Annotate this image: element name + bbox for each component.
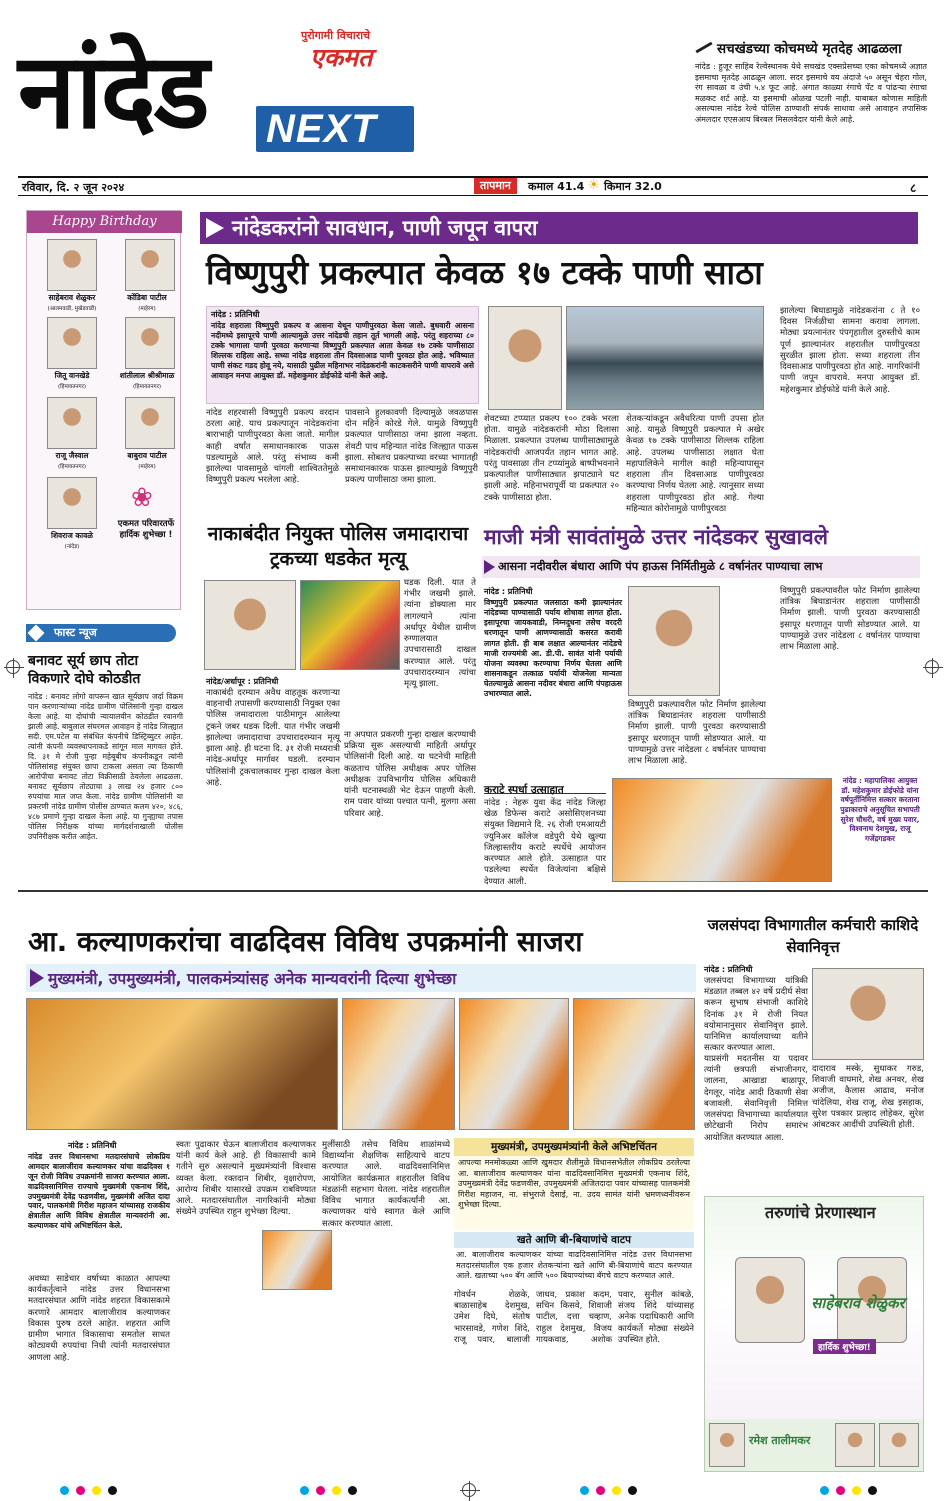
- ad-small-portrait: [835, 1423, 875, 1467]
- water-col5: झालेल्या बिघाडामुळे नांदेडकरांना ८ ते १० दिवस निर्जळीचा सामना करावा लागला. मोठ्या प्रयत्नानंतर पंपगृहातील दुरुस्तीचे काम पूर्ण झाल्यानंतर शहरातील पाणीपुरवठा सुरळीत झाला होता. सध्या शहराला तीन दिवसाआड पाणीपुरवठा होत आहे. नागरिकांनी पाणी जपून वापरावे. मनपा आयुक्त डॉ. महेशकुमार डोईफोडे यांनी केले आहे.: [780, 306, 920, 395]
- kalyankar-photo-3: [459, 998, 569, 1130]
- photo-caption: नांदेड : महापालिका आयुक्त डॉ. महेशकुमार डोईफोडे यांना वर्षपूर्तीनिमित्त सत्कार करताना पुढाकाराचे अनुसूचित सभापती सुरेश चौधरी, वर्ष मुख्य पवार, विश्वनाथ देशमुख, राजू गजेंद्रगडकर: [840, 776, 920, 843]
- sawant-text: विष्णुपुरी प्रकल्पावरील फोट निर्माण झालेल्या तांत्रिक बिघाडानंतर शहराला पाणीसाठी निर्माण झाली. पाणी पुरवठा करण्यासाठी इसापूर धरणातून पाणी सोडण्यात आले. या पाण्यामुळे उत्तर नांदेडला ८ वर्षानंतर पाण्याचा लाभ मिळाला आहे.: [628, 700, 766, 767]
- kalyankar-photo-2: [342, 998, 455, 1130]
- seeds-box: [454, 1232, 694, 1286]
- color-bar-yellow: [612, 1486, 621, 1495]
- water-lead: नांदेड शहराला विष्णुपुरी प्रकल्प व आसना येथून पाणीपुरवठा केला जातो. बुधवारी आसना नदीमध्ये इसापूरचे पाणी आल्यामुळे उत्तर नांदेडची तहान तूर्त भागली आहे. परंतु शहराच्या ८० टक्के भागाला पाणी पुरवठा करणाऱ्या विष्णुपुरी प्रकल्पात आता केवळ १७ टक्के पाणीसाठा शिल्लक राहिला आहे. सध्या नांदेड शहराला तीन दिवसाआड पाणी पुरवठा होत आहे. भविष्यात पाणी संकट गडद होवू नये, यासाठी पुढील महिनाभर नांदेडकरांनी काटकसरीने पाणी वापरावे असे आवाहन मनपा आयुक्त डॉ. महेशकुमार डोईफोडे यांनी केले आहे.: [211, 321, 474, 381]
- avatar: [125, 239, 175, 291]
- karate-photo: [612, 778, 832, 882]
- fast-news-label: फास्ट न्यूज: [54, 626, 97, 639]
- sawant-text-col: विष्णुपुरी प्रकल्पावरील फोट निर्माण झालेल्या तांत्रिक बिघाडानंतर शहराला पाणीसाठी निर्माण झाली. पाणी पुरवठा करण्यासाठी इसापूर धरणातून पाणी सोडण्यात आले. या पाण्यामुळे उत्तर नांदेडला ८ वर्षानंतर पाण्याचा लाभ मिळाला आहे.: [780, 586, 920, 653]
- next-label: NEXT: [266, 107, 377, 151]
- issue-date: रविवार, दि. २ जून २०२४: [22, 181, 125, 194]
- kalyankar-photo-4: [573, 998, 695, 1130]
- seeds-text: आ. बालाजीराव कल्याणकर यांच्या वाढदिवसानिमित्त नांदेड उत्तर विधानसभा मतदारसंघातील एक हजार शेतकऱ्यांना खते आणि बी-बियाणांचे वाटप करण्यात आले. खताच्या ५०० बॅग आणि ५०० बियाण्यांच्या बॅगचे वाटप करण्यात आले.: [456, 1250, 692, 1281]
- birthday-wish: एकमत परिवारतर्फे हार्दिक शुभेच्छा !: [117, 519, 175, 540]
- kalyankar-col3: मुलींसाठी तसेच विविध शाळांमध्ये विद्यार्थ्यांना शैक्षणिक साहित्याचे वाटप करण्यात आले. वाढदिवसानिमित्त आयोजित कार्यक्रमात शहरातील विविध मंडळांनी सहभाग घेतला. नांदेड शहरातील विविध भागात कार्यकर्त्यांनी आ. कल्याणकर यांचे स्वागत केले आणि सत्कार करण्यात आला.: [322, 1140, 450, 1229]
- birthday-box: [26, 210, 181, 610]
- kalyankar-subhead: मुख्यमंत्री, उपमुख्यमंत्री, पालकमंत्र्यांसह अनेक मान्यवरांनी दिल्या शुभेच्छा: [48, 970, 457, 988]
- fast-news-text: नांदेड : बनावट लोगो वापरून खात सूर्यछाप जर्दा विक्रम पान करणाऱ्यांच्या नांदेड ग्रामीण पोलिसांनी गुन्हा दाखल केला आहे. या दोघांची न्यायालयीन कोठडीत रवानगी झाली आहे. बाबुलाल संघरमल आवाहन हे नांदेड जिल्ह्यात सदी. एम.पटेल या संबंधित कंपनीचे डिस्ट्रिब्युटर आहेत. त्यांनी कंपनी व्यवस्थापनाकडे सांगून माल मागवत होते. दि. ३१ मे रोजी पुन्हा महेबूबीच कंपनीकडून त्यांनी पोलिसांसह संयुक्त छापा टाकला असता त्या ठिकाणी आरोपीचा बनावट तोटा विक्रीसाठी ठेवलेला आढळला. बनावट सूर्यछाप तोट्याचा ३ लाख २४ हजार ८०० रुपयांचा माल जप्त केला. नांदेड ग्रामीण पोलिसांनी या प्रकरणी नांदेड ग्रामीण पोलीस ठाण्यात कलम ४२०, ४८६, ४८७ प्रमाणे गुन्हा दाखल केला आहे. या गुन्ह्याचा तपास पोलिस निरीक्षक यांच्या मार्गदर्शनाखाली पोलीस उपनिरीक्षक करीत आहेत.: [28, 692, 183, 842]
- color-bar-cyan: [300, 1486, 309, 1495]
- color-bar-yellow: [332, 1486, 341, 1495]
- page-number: ८: [910, 181, 917, 195]
- color-bar-yellow: [852, 1486, 861, 1495]
- color-bar-magenta: [596, 1486, 605, 1495]
- kalyankar-byline: नांदेड : प्रतिनिधी: [68, 1141, 117, 1150]
- ad-small-portrait: [879, 1423, 919, 1467]
- birthday-place: (हिमायतनगर): [57, 464, 87, 470]
- ad-portrait: [735, 1257, 805, 1343]
- color-bar-cyan: [580, 1486, 589, 1495]
- police-text1: नाकाबंदी दरम्यान अवैध वाहतूक करणाऱ्या वाहनाची तपासणी करण्यासाठी नियुक्त एका पोलिस जमादाराला पाठीमागून आलेल्या ट्रकने जबर धडक दिली. यात गंभीर जखमी झालेल्या जमादाराचा उपचारादरम्यान मृत्यू झाला आहे. ही घटना दि. ३१ रोजी मध्यरात्री नांदेड-अर्धापूर मार्गावर घडली. दरम्यान पोलिसांनी ट्रकचालकावर गुन्हा दाखल केला आहे.: [206, 688, 340, 788]
- ad-footer-name: रमेश तालीमकर: [749, 1434, 811, 1447]
- sawant-lead: विष्णुपुरी प्रकल्पात जलसाठा कमी झाल्यानंतर नांदेडच्या पाण्यासाठी पर्याय शोधावा लागत होता. इसापूरचा जायकवाडी, निम्नदुधना तसेच वरदरी धरणातून पाणी आणण्यासाठी कसरत करावी लागत होती. ही बाब लक्षात आल्यानंतर नांदेडचे माजी राज्यमंत्री आ. डी.पी. सावंत यांनी पर्यायी योजना व्यवस्था करण्याचा निर्णय घेतला आणि शासनाकडून तत्काळ पर्यायी योजनेला मान्यता घेतल्यामुळे आसना नदीवर बंधारा आणि पंपहाऊस उभारण्यात आले.: [484, 598, 622, 699]
- birthday-place: (आलमवाडी, मुखेडवाडी): [47, 306, 97, 312]
- fast-news-tab: [26, 624, 176, 642]
- birthday-place: (माहेरम): [138, 464, 156, 470]
- kalyankar-headline: आ. कल्याणकरांचा वाढदिवस विविध उपक्रमांनी साजरा: [28, 925, 583, 958]
- birthday-ad: [704, 1196, 924, 1472]
- birthday-place: (नांदेड): [64, 544, 80, 550]
- water-kicker: नांदेडकरांनो सावधान, पाणी जपून वापरा: [232, 216, 538, 240]
- color-bar-magenta: [76, 1486, 85, 1495]
- color-bar-magenta: [316, 1486, 325, 1495]
- ad-title: तरुणांचे प्रेरणास्थान: [765, 1203, 876, 1222]
- karate-text: नांदेड : नेहरू युवा केंद्र नांदेड जिल्हा खेळ डिफेन्स कराटे असोसिएशनच्या संयुक्त विद्यमाने दि. २६ रोजी एमआयटी ज्युनिअर कॉलेज वडेपुरी येथे खुल्या जिल्हास्तरीय कराटे स्पर्धेचे आयोजन करण्यात आले होते. उत्साहात पार पडलेल्या स्पर्धेत विजेत्यांना बक्षिसे देण्यात आली.: [484, 798, 606, 887]
- truck-photo: [300, 580, 400, 670]
- top-brief-text: नांदेड : हुजूर साहिब रेल्वेस्थानक येथे सचखंड एक्सप्रेसच्या एका कोचमध्ये अज्ञात इसमाचा मृतदेह आढळून आला. सदर इसमाचे वय अंदाजे ५० असून चेहरा गोल, रंग सावळा व उंची ५.४ फूट आहे. अंगात काळ्या रंगाचे पँट व पांढऱ्या रंगाचा मळकट शर्ट आहे. या इसमाची ओळख पटली नाही. याबाबत कोणास माहिती असल्यास नांदेड रेल्वे पोलिस ठाण्याशी संपर्क साधावा असे आवाहन तपासिक अंमलदार एएसआय बिरबल मिसलवेदार यांनी केले आहे.: [695, 62, 927, 124]
- color-bar-cyan: [820, 1486, 829, 1495]
- color-bar-black: [628, 1486, 637, 1495]
- water-kicker-bar: [200, 212, 918, 244]
- retire-text2: याप्रसंगी मदतनीस या पदावर त्यांनी छत्रपती संभाजीनगर, जालना, आखाडा बाळापूर, देगलूर, नांदेड आदी ठिकाणी सेवा बजावली. सेवानिवृत्ती निमित्त जलसंपदा विभागाच्या कार्यालयात छोटेखानी निरोप समारंभ आयोजित करण्यात आला.: [704, 1054, 808, 1143]
- birthday-name: साहेबराव शेळुकर: [48, 293, 96, 302]
- play-icon: [30, 969, 44, 987]
- registration-mark: [462, 1483, 476, 1497]
- police-text3: ना अपघात प्रकरणी गुन्हा दाखल करण्याची प्रक्रिया सुरू असल्याची माहिती अर्धापूर पोलिसांनी दिली आहे. या घटनेची माहिती कळताच पोलिस अधीक्षक अपर पोलिस अधीक्षक उपविभागीय पोलिस अधिकारी यांनी घटनास्थळी भेट देऊन पाहणी केली. राम पवार यांच्या पश्चात पत्नी, मुलगा असा परिवार आहे.: [344, 730, 476, 819]
- birthday-place: (हिमायतनगर): [132, 384, 162, 390]
- color-bar-magenta: [836, 1486, 845, 1495]
- retire-text1: जलसंपदा विभागाच्या यांत्रिकी मंडळात तब्बल ४२ वर्षे प्रदीर्घ सेवा करून सुभाष संभाजी काशिदे दिनांक ३१ मे रोजी नियत वयोमानानुसार सेवानिवृत्त झाले. यानिमित्त कार्यालयाच्या वतीने सत्कार करण्यात आला.: [704, 976, 808, 1054]
- karate-headline: कराटे स्पर्धा उत्साहात: [484, 784, 564, 796]
- avatar: [125, 317, 175, 369]
- birthday-name: शांतीलाल श्रीश्रीमाळ: [119, 371, 175, 380]
- pen-icon: [695, 42, 712, 54]
- ad-footer-bar: [705, 1419, 923, 1471]
- next-logo: [256, 106, 414, 152]
- fast-news-headline: बनावट सूर्य छाप तोटा विकणारे दोघे कोठडीत: [28, 653, 141, 687]
- birthday-place: (माहेरम): [138, 306, 156, 312]
- avatar: [47, 397, 97, 449]
- avatar: [47, 239, 97, 291]
- color-bar-black: [108, 1486, 117, 1495]
- sawant-byline: नांदेड : प्रतिनिधी: [484, 587, 533, 596]
- sawant-photo: [628, 586, 720, 696]
- ad-small-portrait: [709, 1423, 745, 1467]
- karate-headline-bar: [484, 778, 606, 794]
- kalyankar-lead: नांदेड उत्तर विधानसभा मतदारसंघाचे लोकप्रिय आमदार बालाजीराव कल्याणकर यांचा वाढदिवस १ जून रोजी विविध उपक्रमांनी साजरा करण्यात आला. वाढदिवसानिमित्त राज्याचे मुख्यमंत्री एकनाथ शिंदे, उपमुख्यमंत्री देवेंद्र फडणवीस, मुख्यमंत्री अजित दादा पवार, पालकमंत्री गिरीश महाजन यांच्यासह राजकीय क्षेत्रातील आणि विविध क्षेत्रातील मान्यवरांनी आ. कल्याणकर यांचे अभिष्टचिंतन केले.: [28, 1152, 170, 1231]
- sawant-subhead: आसना नदीवरील बंधारा आणि पंप हाऊस निर्मितीमुळे ८ वर्षानंतर पाण्याचा लाभ: [498, 560, 823, 573]
- kalyankar-col2: स्वतः पुढाकार घेऊन बालाजीराव कल्याणकर यांनी कार्य केले आहे. ही विकासाची कामे गतीने सुरु असल्याने मुख्यमंत्र्यांनी विश्वास व्यक्त केला. रक्तदान शिबीर, वृक्षारोपण, आरोग्य शिबीर यासारखे उपक्रम राबविण्यात आले. मतदारसंघातील नागरिकांनी मोठ्या संख्येने उपस्थित राहून शुभेच्छा दिल्या.: [176, 1140, 316, 1218]
- seeds-headline: खते आणि बी-बियाणांचे वाटप: [454, 1232, 694, 1248]
- ad-badge: हार्दिक शुभेच्छा!: [813, 1339, 876, 1354]
- water-lead-box: [206, 306, 479, 404]
- kalyankar-photo-1: [26, 998, 338, 1130]
- water-col1: नांदेड शहरवासी विष्णुपुरी प्रकल्प वरदान ठरला आहे. याच प्रकल्पातून नांदेडकरांना बाराभाही पाणीपुरवठा केला जातो. मागील काही वर्षांत समाधानकारक पाऊस पडल्यामुळे आले. परंतु संभाव्य कमी झालेल्या पावसामुळे चांगली शाश्विततेमुळे विष्णुपुरी प्रकल्प भरलेला आहे.: [206, 408, 339, 486]
- top-brief: [695, 40, 927, 168]
- color-bar-black: [348, 1486, 357, 1495]
- commissioner-photo: [488, 306, 562, 410]
- retiree-photo: [812, 968, 924, 1060]
- min-temp: किमान 32.0: [604, 180, 662, 193]
- birthday-name: कोंडिबा पाटील: [127, 293, 167, 302]
- weather-label: तापमान: [474, 178, 517, 194]
- avatar: [47, 317, 97, 369]
- top-brief-headline: सचखंडच्या कोचमध्ये मृतदेह आढळला: [717, 41, 902, 57]
- kalyankar-col4: गोवर्धन शेळके, बाळासाहेब देशमुख, उमेश दिघे, संतोष भारसावडे, गणेश शिंदे, राजू पवार, बालाजी जाधव, प्रकाश कदम, सचिन किसवे, शिवाजी पाटील, दत्ता चव्हाण, राहुल देशमुख, विजय गायकवाड, अशोक पवार, सुनील कांबळे, संजय शिंदे यांच्यासह अनेक पदाधिकारी आणि कार्यकर्ते मोठ्या संख्येने उपस्थित होते.: [454, 1290, 694, 1345]
- police-headline: नाकाबंदीत नियुक्त पोलिस जमादाराचा ट्रकच्या धडकेत मृत्यू: [207, 523, 469, 570]
- sun-icon: ☀: [588, 178, 600, 193]
- constable-photo: [204, 580, 296, 670]
- registration-mark: [6, 660, 20, 674]
- water-byline: नांदेड : प्रतिनिधी: [211, 310, 260, 319]
- water-col2: पावसाने हुलकावणी दिल्यामुळे जवळपास दोन महिने कोरडे गेले. यामुळे विष्णुपुरी प्रकल्पात पाणीसाठा जमा झाला नव्हता. शेवटी पाच महिन्यात नांदेड जिल्ह्यात पाऊस झाला. सोबतच प्रकल्पाच्या वरच्या भागातही समाधानकारक पाऊस झाल्यामुळे विष्णुपुरी प्रकल्प पाणीसाठा जमा झाला.: [345, 408, 478, 486]
- color-bar-cyan: [60, 1486, 69, 1495]
- avatar: [47, 477, 97, 529]
- paper-title: नांदेड: [18, 30, 208, 152]
- kalyankar-col1: अवघ्या साडेचार वर्षाच्या काळात आपल्या कार्यकर्तृत्वाने नांदेड उत्तर विधानसभा मतदारसंघात आणि नांदेड शहरात विकासकामे करणारे आमदार बालाजीराव कल्याणकर विकास पुरुष ठरले आहेत. शहरात आणि ग्रामीण भागात विकासाचा समतोल साधत कोट्यवधी रुपयांचा निधी त्यांनी मतदारसंघात आणला आहे.: [28, 1274, 170, 1363]
- brand-logo: एकमत: [310, 43, 373, 72]
- water-col4: शेतकऱ्यांकडून अवैधरित्या पाणी उपसा होत आहे. यामुळे विष्णुपुरी प्रकल्पात मे अखेर केवळ १७ टक्के पाणीसाठा शिल्लक राहिला आहे. उपलब्ध पाणीसाठा लक्षात घेता महापालिकेने मागील काही महिन्यापासून शहराला तीन दिवसाआड पाणीपुरवठा करण्याचा निर्णय घेतला आहे. त्यानुसार सध्या शहराला पाणीपुरवठा होत आहे. गेल्या महिन्यात कोरोनामुळे पाणीपुरवठा: [626, 414, 764, 514]
- sawant-subhead-bar: [482, 556, 920, 578]
- police-byline: नांदेड/अर्धापूर : प्रतिनिधी: [206, 677, 279, 686]
- police-text2: घडक दिली. यात ते गंभीर जखमी झाले. त्यांना डोक्याला मार लागल्याने त्यांना अर्धापूर येथील ग्रामीण रुग्णालयात उपचारासाठी दाखल करण्यात आले. परंतु उपचारादरम्यान त्यांचा मृत्यू झाला.: [404, 578, 476, 689]
- cm-wish-headline: मुख्यमंत्री, उपमुख्यमंत्र्यांनी केले अभिष्टचिंतन: [454, 1138, 694, 1156]
- retire-text3: दादाराव मस्के, सुधाकर गरुड, शिवाजी वाघमारे, शेख अनवर, शेख अजीज, कैलास आढाव, मनोज चांदेलिया, शेख राजू, शेख इसहाक, सुरेश पत्रकार प्रल्हाद लोहेकर, सुरेश आंबटकर आदींची उपस्थिती होती.: [812, 1064, 924, 1131]
- registration-mark: [925, 660, 939, 674]
- retire-byline: नांदेड : प्रतिनिधी: [704, 965, 753, 974]
- water-col3: शेवटच्या टप्प्यात प्रकल्प १०० टक्के भरला होता. यामुळे नांदेडकरांनी मोठा दिलासा मिळाला. प्रकल्पात उपलब्ध पाणीसाठ्यामुळे नांदेडकरांची आजपर्यंत तहान भागत आहे. परंतु पावसाळा तीन टप्प्यांमुळे बाष्पीभवनाने प्रकल्पातील पाणीसाठ्यात झपाट्याने घट झाली आहे. महिनाभरापूर्वी या प्रकल्पात २० टक्के पाणीसाठा होता.: [484, 414, 619, 503]
- cm-wish-box: [454, 1138, 694, 1230]
- play-icon: [206, 218, 224, 238]
- ad-name: साहेबराव शेळुकर: [811, 1294, 905, 1312]
- avatar: [125, 397, 175, 449]
- color-bar-black: [868, 1486, 877, 1495]
- color-bar-yellow: [92, 1486, 101, 1495]
- birthday-title: Happy Birthday: [27, 211, 182, 233]
- date-bar: [18, 176, 928, 196]
- birthday-name: राजू जैस्वाल: [55, 451, 89, 460]
- flower-icon: ❀: [131, 483, 153, 513]
- birthday-place: (हिमायतनगर): [57, 384, 87, 390]
- masthead: [18, 22, 418, 164]
- dam-photo: [566, 306, 764, 410]
- sawant-headline: माजी मंत्री सावंतांमुळे उत्तर नांदेडकर सुखावले: [484, 525, 828, 549]
- tagline: पुरोगामी विचाराचे: [301, 29, 371, 42]
- play-icon: [484, 560, 495, 574]
- section-divider: [18, 890, 928, 892]
- max-temp: कमाल 41.4: [528, 180, 585, 193]
- kalyankar-subhead-bar: [26, 964, 696, 992]
- retire-headline: जलसंपदा विभागातील कर्मचारी काशिदे सेवानिवृत्त: [707, 916, 919, 956]
- birthday-name: जितू वानखेडे: [54, 371, 90, 380]
- birthday-name: शिवराज कावळे: [51, 531, 93, 540]
- water-headline: विष्णुपुरी प्रकल्पात केवळ १७ टक्के पाणी साठा: [206, 253, 763, 292]
- birthday-name: बाबुराव पाटील: [127, 451, 167, 460]
- cm-wish-text: आपल्या मनमोकळ्या आणि खुमदार शैलीमुळे विधानसभेतील लोकप्रिय ठरलेल्या आ. बालाजीराव कल्याणकर यांना वाढदिवसानिमित्त मुख्यमंत्री एकनाथ शिंदे, उपमुख्यमंत्री देवेंद्र फडणवीस, उपमुख्यमंत्री अजितदादा पवार यांच्यासह पालकमंत्री गिरीश महाजन, ना. संभुराजे देसाई, ना. उदय सामंत यांनी भ्रमणध्वनीवरून शुभेच्छा दिल्या.: [458, 1158, 690, 1210]
